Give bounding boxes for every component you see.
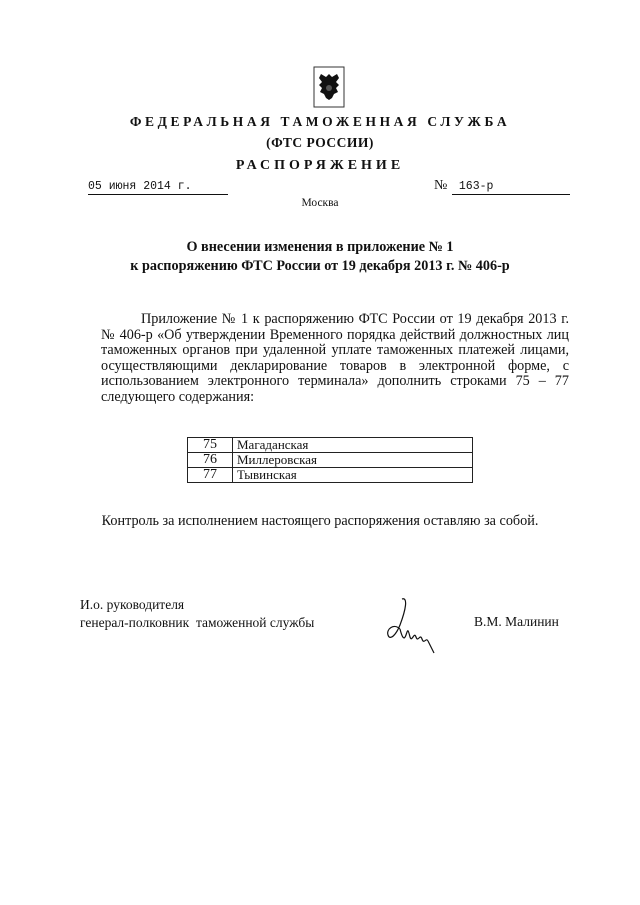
body-line: Приложение № 1 к распоряжению ФТС России от 19 декабря 2013 г. (141, 311, 569, 327)
body-paragraph (101, 312, 569, 406)
body-line: осуществляющими декларирование товаров в электронной форме, с (101, 357, 569, 374)
document-number-value: 163-р (458, 180, 494, 193)
document-number (452, 181, 570, 195)
coat-of-arms-icon (313, 66, 345, 110)
table-row (188, 438, 473, 453)
document-date: 05 июня 2014 г. (88, 181, 228, 195)
body-line: использованием электронного терминала» дополнить строками 75 – 77 (101, 373, 569, 390)
number-label: № (434, 178, 448, 193)
table-row (188, 468, 473, 483)
control-statement: Контроль за исполнением настоящего распоряжения оставляю за собой. (101, 513, 539, 529)
row-name: Тывинская (233, 468, 473, 483)
row-name: Миллеровская (233, 453, 473, 468)
role-line: И.о. руководителя (80, 597, 185, 612)
body-line: следующего содержания: (101, 388, 255, 405)
title-line: к распоряжению ФТС России от 19 декабря 2013 г. № 406-р (130, 258, 510, 274)
row-number: 76 (188, 453, 233, 468)
role-line: генерал-полковник таможенной службы (80, 615, 315, 630)
table-row (188, 453, 473, 468)
signatory-name: В.М. Малинин (474, 614, 559, 629)
regions-table (187, 437, 473, 483)
row-name: Магаданская (233, 438, 473, 453)
body-line: № 406-р «Об утверждении Временного порядка действий должностных лиц (101, 326, 569, 343)
document-type: РАСПОРЯЖЕНИЕ (235, 158, 405, 173)
organization-name: ФЕДЕРАЛЬНАЯ ТАМОЖЕННАЯ СЛУЖБА (129, 114, 511, 129)
organization-short-name: (ФТС РОССИИ) (266, 135, 374, 150)
row-number: 77 (188, 468, 233, 483)
signatory-role (80, 596, 314, 632)
city: Москва (301, 197, 339, 209)
title-line: О внесении изменения в приложение № 1 (186, 239, 454, 255)
body-line: таможенных органов при удаленной уплате таможенных платежей лицами, (101, 342, 569, 359)
signature-icon (380, 595, 440, 655)
document-title (0, 238, 640, 276)
row-number: 75 (188, 438, 233, 453)
